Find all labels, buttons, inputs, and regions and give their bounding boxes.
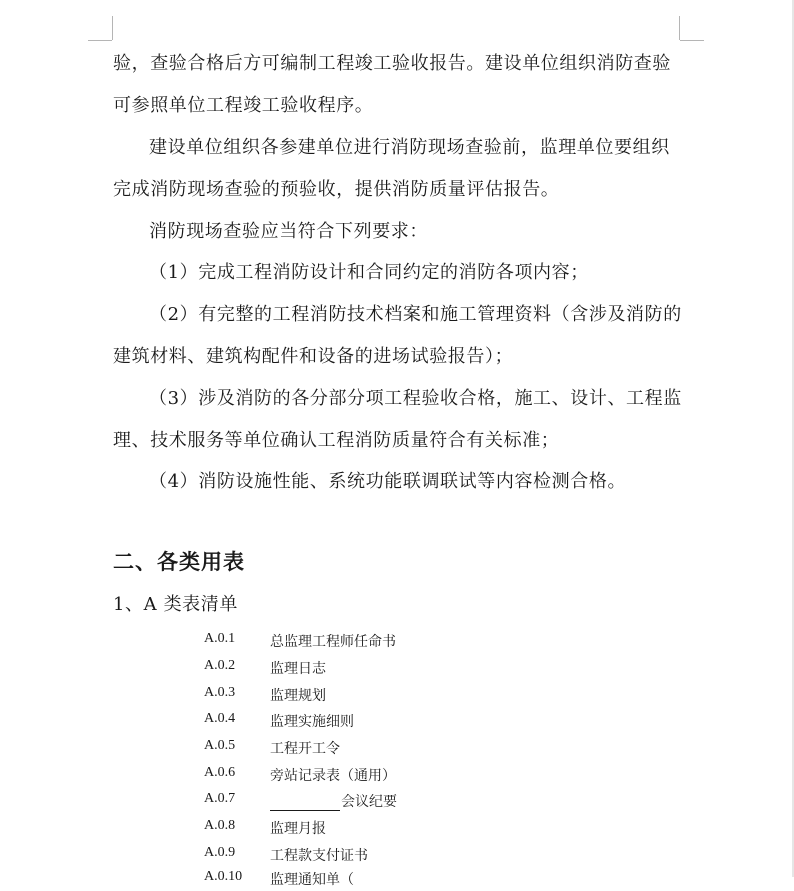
list-item <box>0 791 794 813</box>
list-item <box>0 738 794 760</box>
fill-in-blank <box>270 796 340 811</box>
body-line: 建设单位组织各参建单位进行消防现场查验前，监理单位要组织 <box>149 137 670 158</box>
form-title-text: 会议纪要 <box>341 794 397 810</box>
form-code: A.0.8 <box>204 818 236 833</box>
body-line: 建筑材料、建筑构配件和设备的进场试验报告）； <box>113 346 514 367</box>
list-item <box>0 711 794 733</box>
list-condition: （4）消防设施性能、系统功能联调联试等内容检测合格。 <box>149 471 627 492</box>
body-line: 可参照单位工程竣工验收程序。 <box>113 95 374 116</box>
form-title: 工程款支付证书 <box>270 848 368 864</box>
list-condition: （2）有完整的工程消防技术档案和施工管理资料（含涉及消防的 <box>149 304 682 325</box>
list-item <box>0 869 794 891</box>
crop-mark-top-left <box>112 16 113 40</box>
list-condition: （1）完成工程消防设计和合同约定的消防各项内容； <box>149 262 589 283</box>
form-title: 工程开工令 <box>270 741 340 757</box>
form-code: A.0.3 <box>204 685 236 700</box>
body-line: 完成消防现场查验的预验收，提供消防质量评估报告。 <box>113 179 560 200</box>
list-item <box>0 631 794 653</box>
form-code: A.0.10 <box>204 869 243 884</box>
list-item <box>0 765 794 787</box>
crop-mark-top-right <box>679 16 680 40</box>
subsection-heading: 1、A 类表清单 <box>113 594 238 615</box>
list-item <box>0 818 794 840</box>
form-title: 监理月报 <box>270 821 326 837</box>
crop-mark-top-right <box>680 40 704 41</box>
form-code: A.0.6 <box>204 765 236 780</box>
section-heading: 二、各类用表 <box>113 549 245 574</box>
form-title: 监理规划 <box>270 688 326 704</box>
form-code: A.0.5 <box>204 738 236 753</box>
list-item <box>0 658 794 680</box>
form-title: 旁站记录表（通用） <box>270 768 396 784</box>
list-item <box>0 845 794 867</box>
form-title: 监理实施细则 <box>270 714 354 730</box>
form-title: 总监理工程师任命书 <box>270 634 396 650</box>
form-title: 监理日志 <box>270 661 326 677</box>
form-title: 监理通知单（ <box>270 872 354 888</box>
body-line: 理、技术服务等单位确认工程消防质量符合有关标准； <box>113 430 560 451</box>
form-title-with-blank <box>270 791 397 811</box>
form-code: A.0.7 <box>204 791 236 806</box>
form-code: A.0.1 <box>204 631 236 646</box>
list-condition: （3）涉及消防的各分部分项工程验收合格，施工、设计、工程监 <box>149 388 682 409</box>
crop-mark-top-left <box>88 40 112 41</box>
body-line: 消防现场查验应当符合下列要求： <box>149 221 428 242</box>
list-item <box>0 685 794 707</box>
form-code: A.0.4 <box>204 711 236 726</box>
body-line: 验，查验合格后方可编制工程竣工验收报告。建设单位组织消防查验 <box>113 53 671 74</box>
form-code: A.0.2 <box>204 658 236 673</box>
form-code: A.0.9 <box>204 845 236 860</box>
